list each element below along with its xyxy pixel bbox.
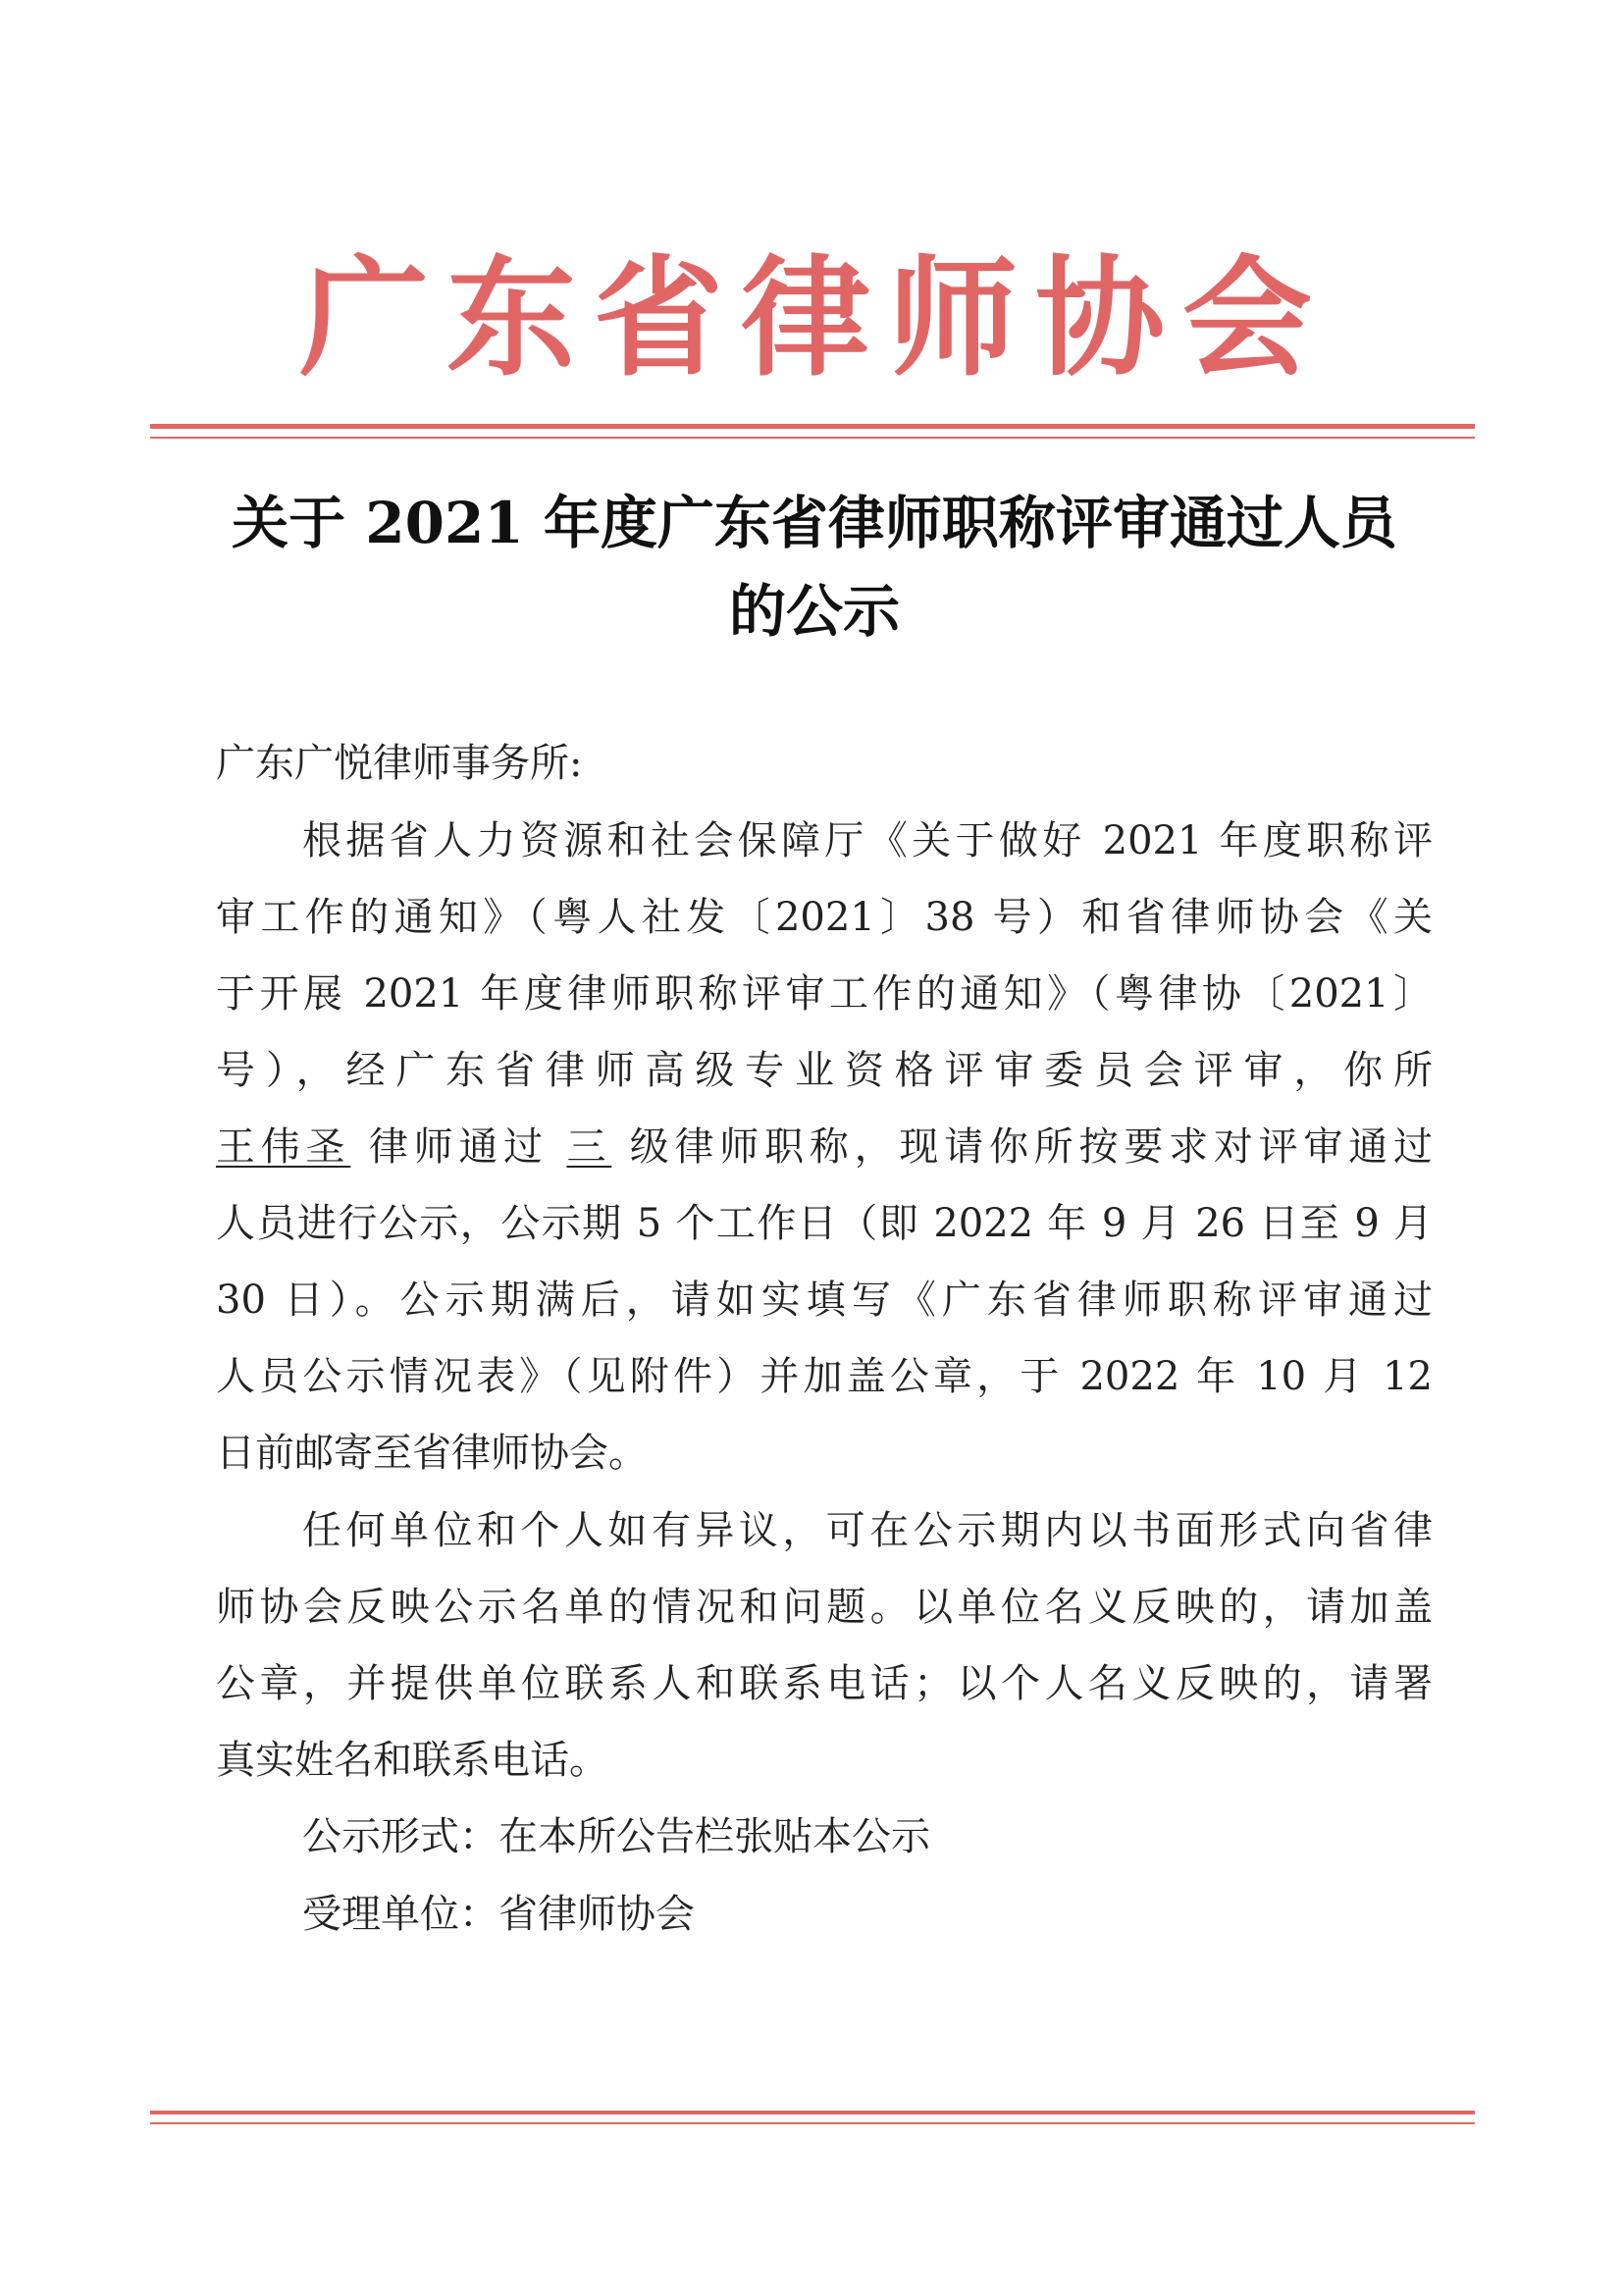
paragraph-2-line-3: 公章，并提供单位联系人和联系电话；以个人名义反映的，请署 <box>216 1661 1433 1706</box>
lawyer-name: 王伟圣 <box>216 1124 351 1170</box>
title-level: 三 <box>566 1124 612 1170</box>
paragraph-1-line-8: 人员公示情况表》（见附件）并加盖公章，于 2022 年 10 月 12 <box>216 1354 1433 1399</box>
paragraph-1-line-5-text-a: 律师通过 <box>368 1124 549 1170</box>
letterhead-rule-thin <box>150 437 1475 439</box>
paragraph-1-line-3: 于开展 2021 年度律师职称评审工作的通知》（粤律协〔2021〕 <box>216 971 1433 1017</box>
paragraph-2-line-2: 师协会反映公示名单的情况和问题。以单位名义反映的，请加盖 <box>216 1585 1433 1630</box>
footer-rule-thick <box>150 2111 1475 2114</box>
letterhead-rule-thick <box>150 424 1475 429</box>
paragraph-2-line-4: 真实姓名和联系电话。 <box>216 1738 608 1783</box>
paragraph-1-line-5-text-b: 级律师职称，现请你所按要求对评审通过 <box>629 1124 1434 1170</box>
paragraph-1-line-1: 根据省人力资源和社会保障厅《关于做好 2021 年度职称评 <box>302 818 1433 863</box>
document-title-line-1: 关于 2021 年度广东省律师职称评审通过人员 <box>232 490 1397 556</box>
addressee: 广东广悦律师事务所: <box>216 741 583 786</box>
paragraph-1-line-6: 人员进行公示，公示期 5 个工作日（即 2022 年 9 月 26 日至 9 月 <box>216 1201 1433 1246</box>
accepting-unit: 受理单位：省律师协会 <box>302 1892 695 1937</box>
footer-rule-thin <box>150 2122 1475 2124</box>
paragraph-1-line-5 <box>216 1122 1433 1173</box>
paragraph-1-line-4: 号），经广东省律师高级专业资格评审委员会评审，你所 <box>216 1048 1433 1093</box>
letterhead-org-name: 广东省律师协会 <box>299 243 1330 394</box>
notice-form: 公示形式：在本所公告栏张贴本公示 <box>302 1814 930 1859</box>
paragraph-1-line-2: 审工作的通知》（粤人社发〔2021〕38 号）和省律师协会《关 <box>216 895 1433 940</box>
document-title-line-2: 的公示 <box>728 578 900 645</box>
paragraph-1-line-9: 日前邮寄至省律师协会。 <box>216 1431 648 1476</box>
paragraph-1-line-7: 30 日）。公示期满后，请如实填写《广东省律师职称评审通过 <box>216 1278 1433 1323</box>
paragraph-2-line-1: 任何单位和个人如有异议，可在公示期内以书面形式向省律 <box>302 1508 1433 1553</box>
